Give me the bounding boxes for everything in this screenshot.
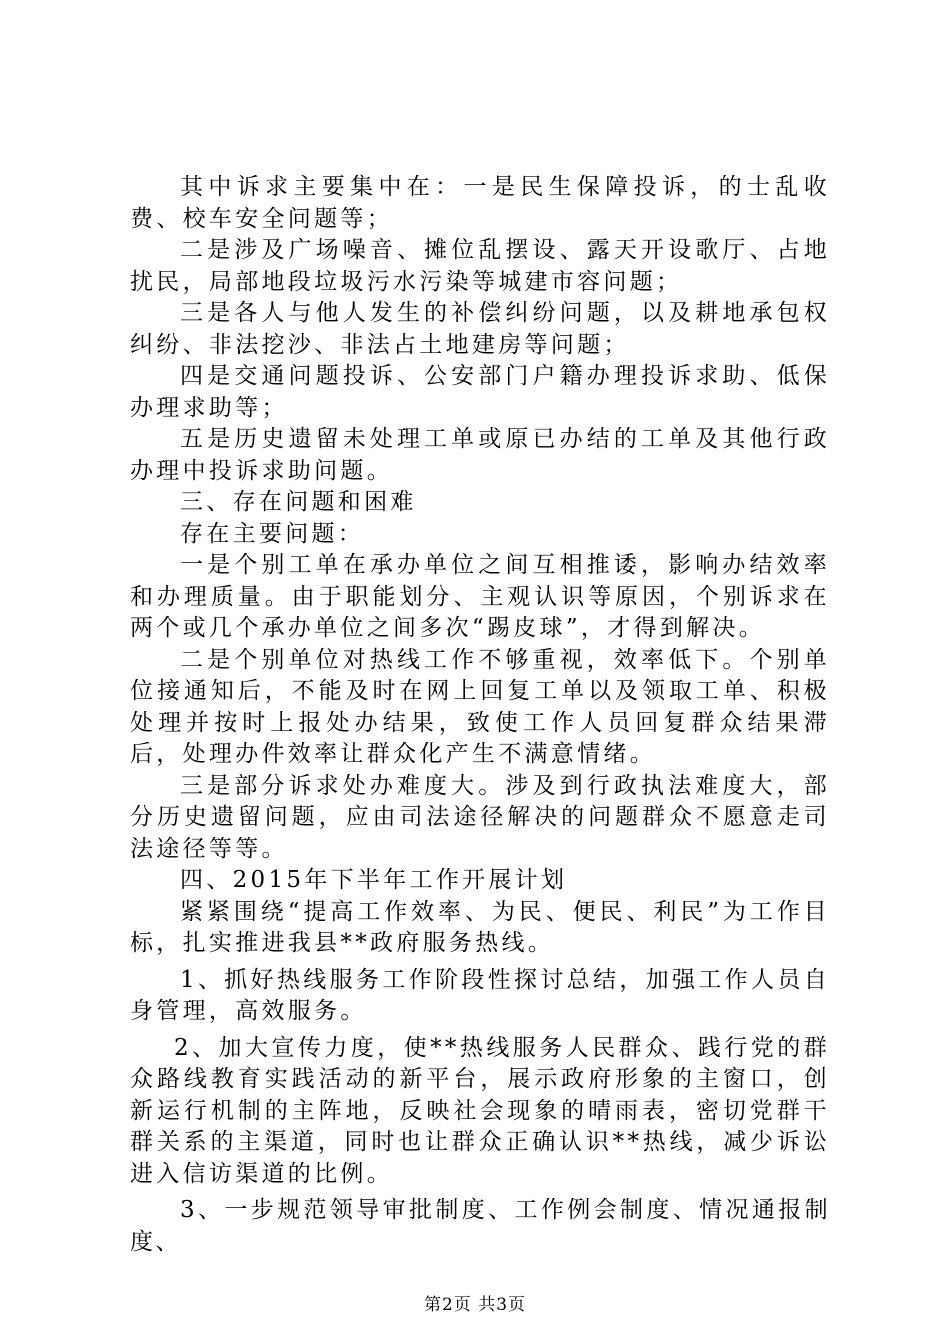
page-number-footer: 第2页 共3页	[423, 1295, 527, 1315]
paragraph-plan-two: 2、加大宣传力度，使**热线服务人民群众、践行党的群众路线教育实践活动的新平台，展示政府形象的主窗口，创新运行机制的主阵地，反映社会现象的晴雨表，密切党群干群关系的主渠道，同时也让群众正确认识**热线，减少诉讼进入信访渠道的比例。	[130, 1034, 830, 1187]
paragraph-plan-three: 3、一步规范领导审批制度、工作例会制度、情况通报制度、	[130, 1197, 830, 1255]
paragraph-item-two: 二是涉及广场噪音、摊位乱摆设、露天开设歌厅、占地扰民，局部地段垃圾污水污染等城建市容问题；	[130, 237, 830, 295]
paragraph-item-five: 五是历史遗留未处理工单或原已办结的工单及其他行政办理中投诉求助问题。	[130, 426, 830, 484]
paragraph-item-three: 三是各人与他人发生的补偿纠纷问题，以及耕地承包权纠纷、非法挖沙、非法占土地建房等问题；	[130, 300, 830, 358]
document-body	[130, 172, 830, 1258]
paragraph-problem-three: 三是部分诉求处办难度大。涉及到行政执法难度大，部分历史遗留问题，应由司法途径解决的问题群众不愿意走司法途径等等。	[130, 772, 830, 862]
paragraph-problem-two: 二是个别单位对热线工作不够重视，效率低下。个别单位接通知后，不能及时在网上回复工单以及领取工单、积极处理并按时上报处办结果，致使工作人员回复群众结果滞后，处理办件效率让群众化产生不满意情绪。	[130, 646, 830, 767]
section-heading-plan: 四、2015年下半年工作开展计划	[180, 867, 568, 893]
paragraph-complaint-focus: 其中诉求主要集中在：一是民生保障投诉，的士乱收费、校车安全问题等；	[130, 174, 830, 232]
paragraph-plan-goal: 紧紧围绕“提高工作效率、为民、便民、利民”为工作目标，扎实推进我县**政府服务热线。	[130, 898, 830, 956]
paragraph-main-problems: 存在主要问题：	[180, 520, 365, 547]
paragraph-problem-one: 一是个别工单在承办单位之间互相推诿，影响办结效率和办理质量。由于职能划分、主观认识等原因，个别诉求在两个或几个承办单位之间多次“踢皮球”，才得到解决。	[130, 552, 830, 641]
paragraph-plan-one: 1、抓好热线服务工作阶段性探讨总结，加强工作人员自身管理，高效服务。	[130, 966, 830, 1024]
section-heading-problems: 三、存在问题和困难	[180, 489, 417, 515]
paragraph-item-four: 四是交通问题投诉、公安部门户籍办理投诉求助、低保办理求助等；	[130, 363, 830, 421]
